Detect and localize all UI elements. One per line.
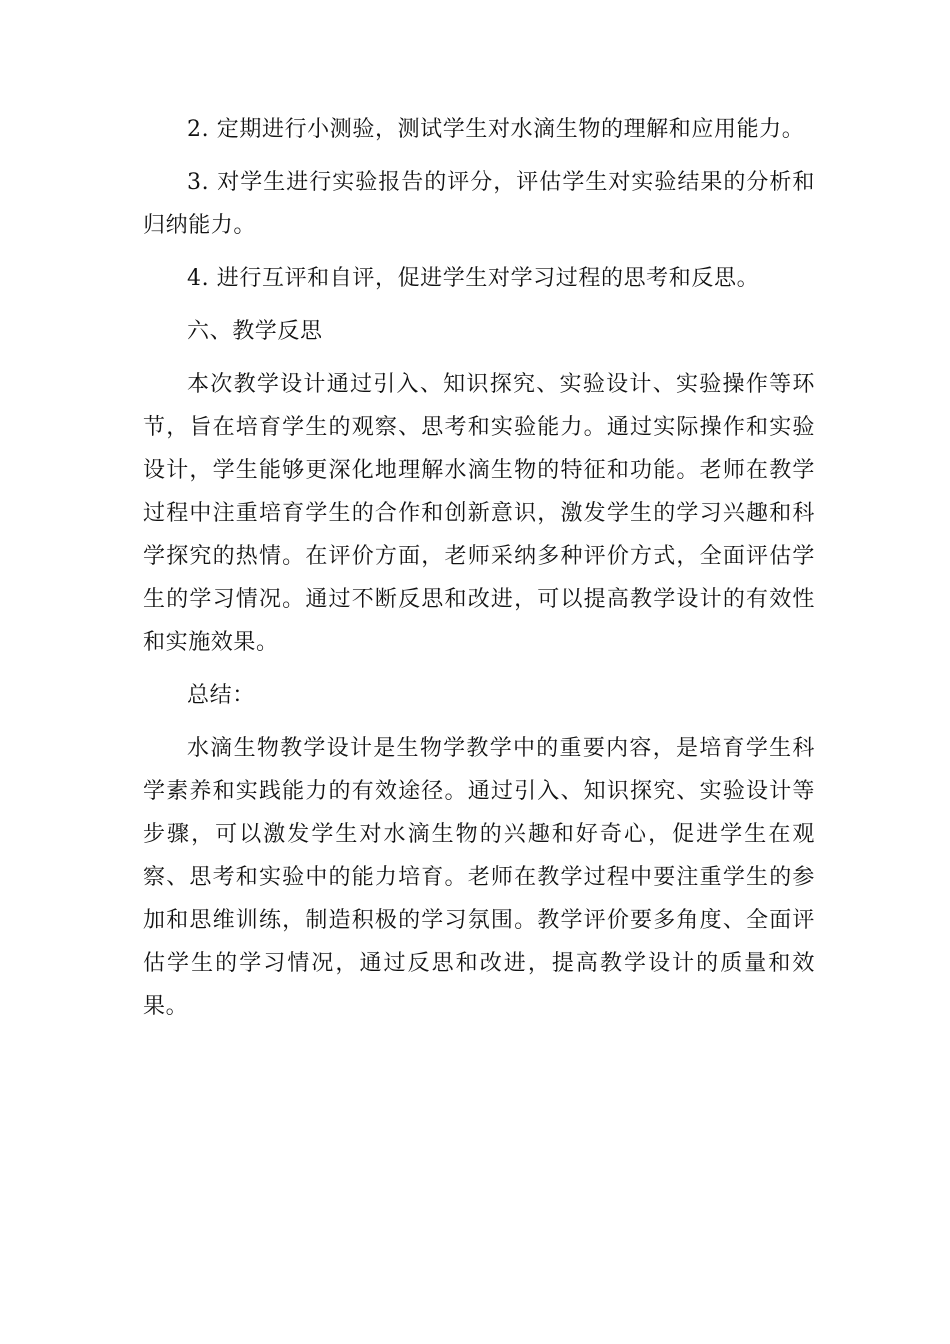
summary-heading: 总结： [187, 683, 255, 708]
assessment-item-2: 2. 定期进行小测验，测试学生对水滴生物的理解和应用能力。 [187, 117, 805, 142]
assessment-item-4: 4. 进行互评和自评，促进学生对学习过程的思考和反思。 [187, 266, 760, 291]
section-heading-reflection: 六、教学反思 [187, 319, 323, 344]
assessment-item-3: 3. 对学生进行实验报告的评分，评估学生对实验结果的分析和归纳能力。 [143, 170, 815, 238]
summary-paragraph: 水滴生物教学设计是生物学教学中的重要内容，是培育学生科学素养和实践能力的有效途径。通过引入、知识探究、实验设计等步骤，可以激发学生对水滴生物的兴趣和好奇心，促进学生在观察、思考和实验中的能力培育。老师在教学过程中要注重学生的参加和思维训练，制造积极的学习氛围。教学评价要多角度、全面评估学生的学习情况，通过反思和改进，提高教学设计的质量和效果。 [143, 736, 815, 1019]
reflection-paragraph: 本次教学设计通过引入、知识探究、实验设计、实验操作等环节，旨在培育学生的观察、思考和实验能力。通过实际操作和实验设计，学生能够更深化地理解水滴生物的特征和功能。老师在教学过程中注重培育学生的合作和创新意识，激发学生的学习兴趣和科学探究的热情。在评价方面，老师采纳多种评价方式，全面评估学生的学习情况。通过不断反思和改进，可以提高教学设计的有效性和实施效果。 [143, 372, 815, 655]
document-body [143, 108, 815, 1028]
